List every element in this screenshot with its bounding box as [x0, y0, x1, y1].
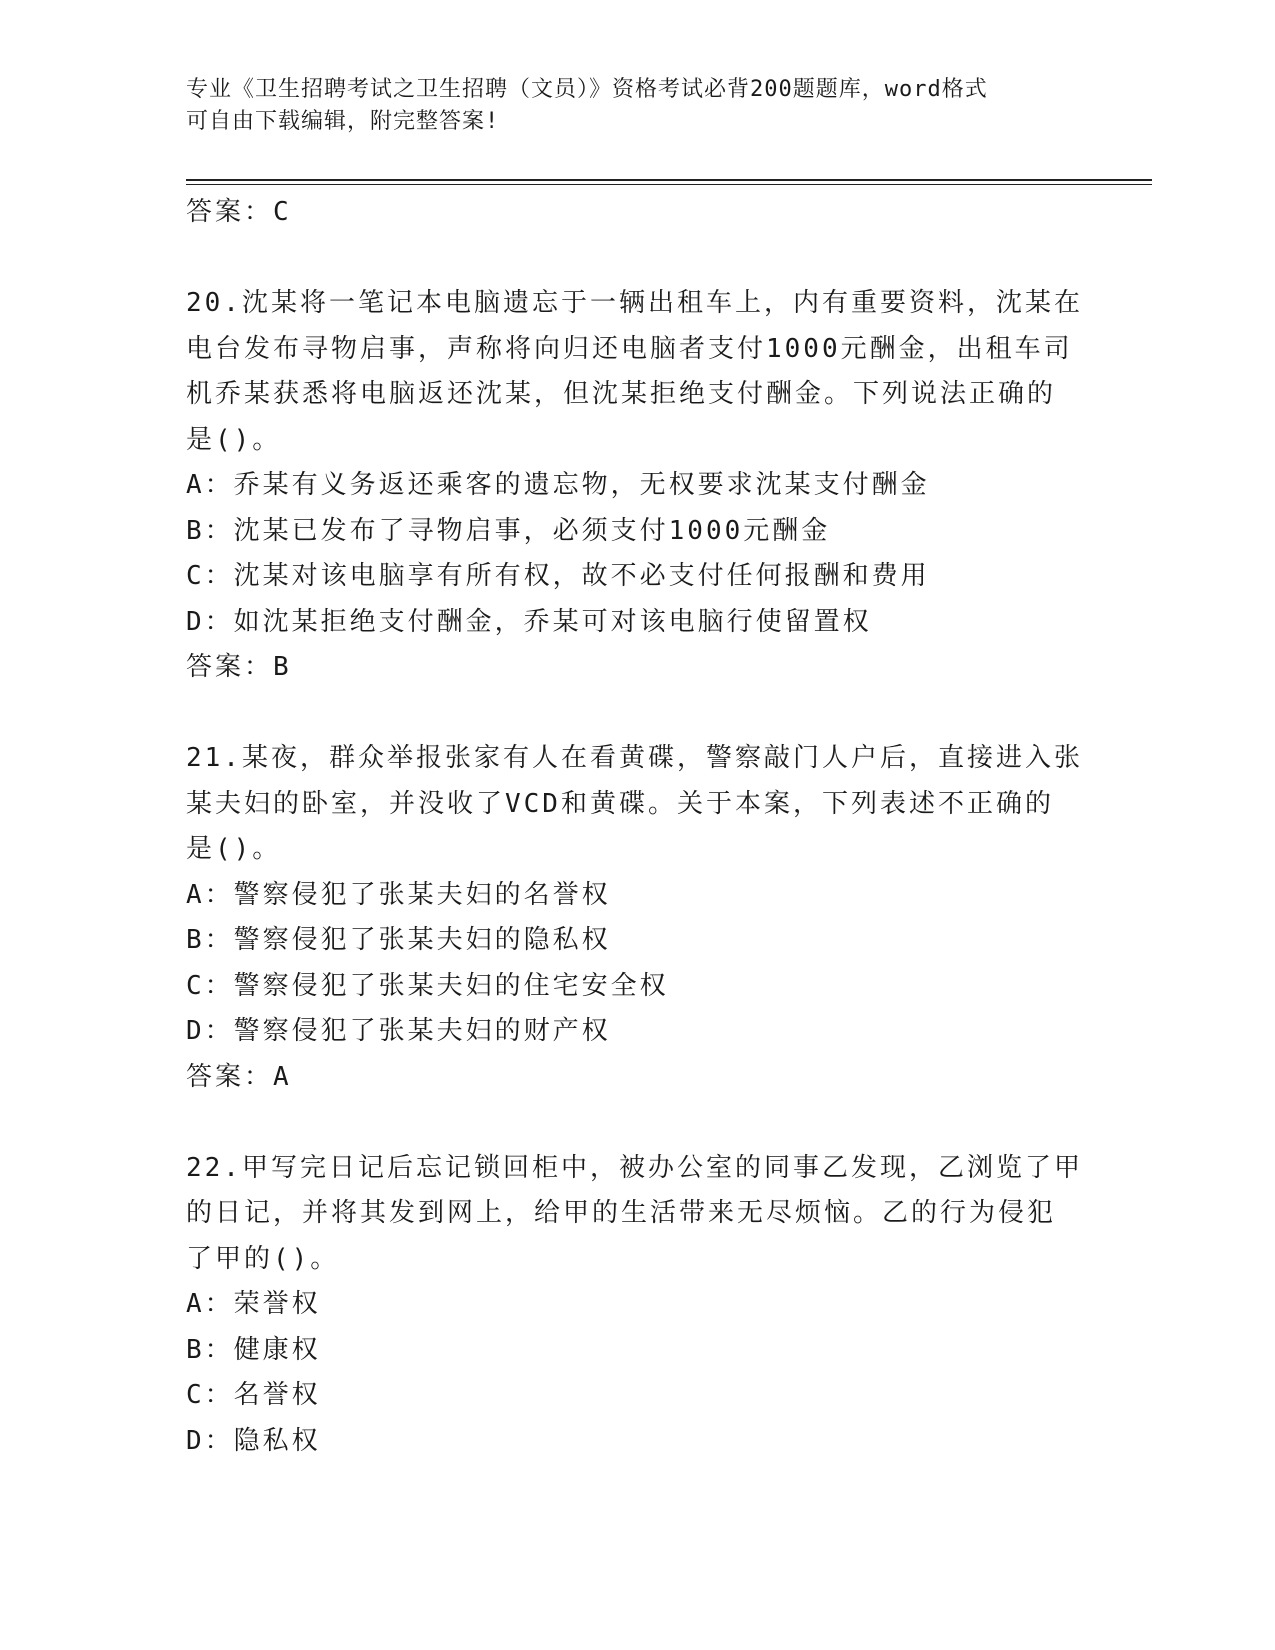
option-c: C：警察侵犯了张某夫妇的住宅安全权	[186, 970, 669, 1001]
option-b: B：警察侵犯了张某夫妇的隐私权	[186, 925, 611, 955]
option-c: C：名誉权	[186, 1380, 321, 1410]
spacer	[186, 236, 1086, 282]
option-d: D：隐私权	[186, 1425, 321, 1456]
header-line-2: 可自由下载编辑，附完整答案!	[186, 109, 500, 134]
option-a: A：警察侵犯了张某夫妇的名誉权	[186, 879, 611, 910]
header-divider-thin	[186, 184, 1152, 185]
option-d: D：如沈某拒绝支付酬金，乔某可对该电脑行使留置权	[186, 606, 872, 637]
option-d: D：警察侵犯了张某夫妇的财产权	[186, 1016, 611, 1046]
question-22	[186, 1146, 1086, 1465]
document-header	[186, 74, 1086, 138]
answer: 答案：B	[186, 652, 292, 682]
answer: 答案：A	[186, 1061, 292, 1092]
question-stem-line: 电台发布寻物启事，声称将向归还电脑者支付1000元酬金，出租车司	[186, 333, 1073, 364]
option-a: A：乔某有义务返还乘客的遗忘物，无权要求沈某支付酬金	[186, 470, 930, 500]
question-20	[186, 281, 1086, 691]
document-body	[186, 190, 1086, 1464]
spacer	[186, 1100, 1086, 1146]
question-stem-line: 21.某夜，群众举报张家有人在看黄碟，警察敲门人户后，直接进入张	[186, 743, 1083, 773]
question-stem-line: 22.甲写完日记后忘记锁回柜中，被办公室的同事乙发现，乙浏览了甲	[186, 1152, 1083, 1183]
option-b: B：沈某已发布了寻物启事，必须支付1000元酬金	[186, 515, 831, 546]
question-21	[186, 736, 1086, 1100]
header-line-1: 专业《卫生招聘考试之卫生招聘（文员）》资格考试必背200题题库，word格式	[186, 77, 988, 102]
spacer	[186, 691, 1086, 737]
question-stem-line: 是()。	[186, 834, 282, 864]
question-stem-line: 20.沈某将一笔记本电脑遗忘于一辆出租车上，内有重要资料，沈某在	[186, 288, 1083, 318]
option-b: B：健康权	[186, 1334, 321, 1365]
option-c: C：沈某对该电脑享有所有权，故不必支付任何报酬和费用	[186, 561, 930, 591]
header-divider-thick	[186, 179, 1152, 181]
question-stem-line: 机乔某获悉将电脑返还沈某，但沈某拒绝支付酬金。下列说法正确的	[186, 379, 1057, 409]
question-stem-line: 了甲的()。	[186, 1243, 340, 1274]
question-stem-line: 的日记，并将其发到网上，给甲的生活带来无尽烦恼。乙的行为侵犯	[186, 1198, 1057, 1228]
question-stem-line: 是()。	[186, 424, 282, 455]
previous-answer: 答案：C	[186, 197, 292, 227]
option-a: A：荣誉权	[186, 1289, 321, 1319]
question-stem-line: 某夫妇的卧室，并没收了VCD和黄碟。关于本案，下列表述不正确的	[186, 788, 1054, 819]
